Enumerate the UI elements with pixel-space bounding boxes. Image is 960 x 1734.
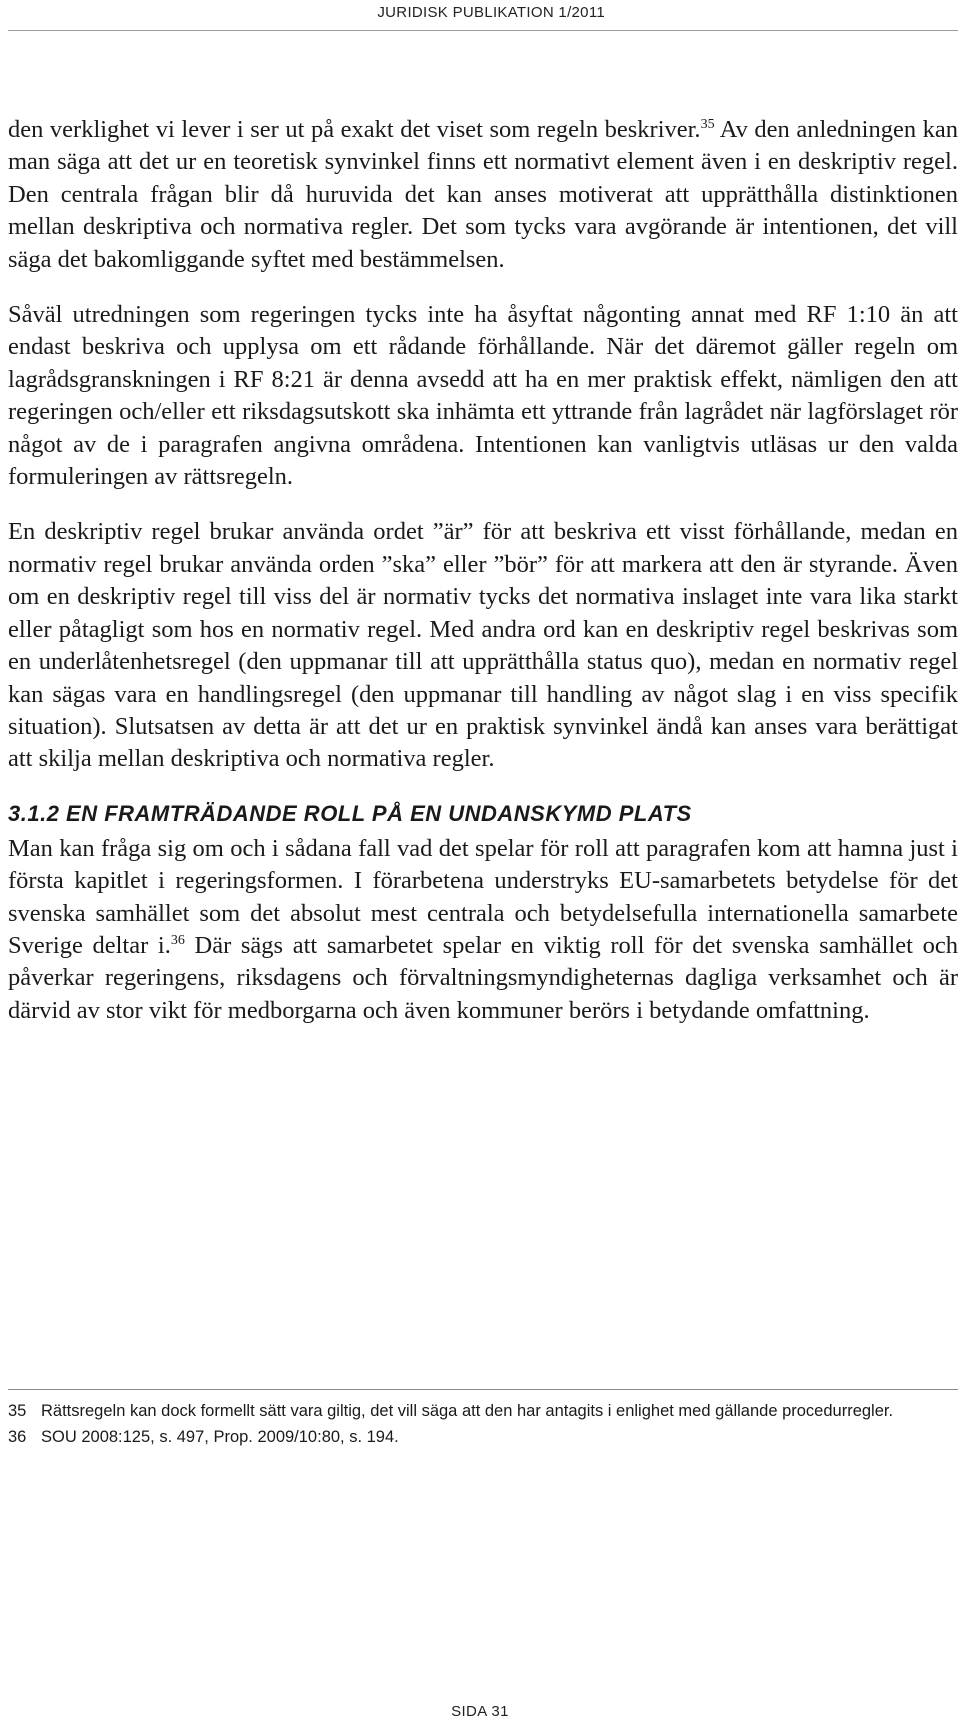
paragraph-1-text-b: Av den anledningen kan man säga att det ur en teoretisk synvinkel finns ett normativt element även i en deskriptiv regel. Den centrala frågan blir då huruvida det kan anses motiverat att upprätthålla distinktionen mellan deskriptiva och normativa regler. Det som tycks vara avgörande är intentionen, det vill säga det bakomliggande syftet med bestämmelsen. xyxy=(8,116,958,273)
footnote-rule xyxy=(8,1389,958,1390)
page-body xyxy=(8,114,958,1050)
footnote-text: SOU 2008:125, s. 497, Prop. 2009/10:80, s. 194. xyxy=(41,1428,399,1446)
paragraph-3: En deskriptiv regel brukar använda ordet ”är” för att beskriva ett visst förhållande, medan en normativ regel brukar använda orden ”ska” eller ”bör” för att markera att den är styrande. Även om en deskriptiv regel till viss del är normativ tycks det normativa inslaget inte vara lika starkt eller påtagligt som hos en normativ regel. Med andra ord kan en deskriptiv regel beskrivas som en underlåtenhetsregel (den uppmanar till att upprätthålla status quo), medan en normativ regel kan sägas vara en handlingsregel (den uppmanar till handling av något slag i en viss specifik situation). Slutsatsen av detta är att det ur en praktisk synvinkel ändå kan anses vara berättigat att skilja mellan deskriptiva och normativa regler. xyxy=(8,518,958,773)
paragraph-4 xyxy=(8,833,958,1027)
footnote-number: 35 xyxy=(8,1402,27,1420)
page-number: SIDA 31 xyxy=(451,1703,509,1720)
paragraph-4-text-b: Där sägs att samarbetet spelar en viktig roll för det svenska samhället och påverkar regeringens, riksdagens och förvaltningsmyndigheternas dagliga verksamhet och är därvid av stor vikt för medborgarna och även kommuner berörs i betydande omfattning. xyxy=(8,931,958,1024)
header-rule xyxy=(8,30,958,31)
footnote-35 xyxy=(8,1398,958,1424)
paragraph-1 xyxy=(8,114,958,276)
footnote-text: Rättsregeln kan dock formellt sätt vara giltig, det vill säga att den har antagits i enlighet med gällande procedurregler. xyxy=(41,1402,894,1420)
paragraph-4-text-a: Man kan fråga sig om och i sådana fall vad det spelar för roll att paragrafen kom att hamna just i första kapitlet i regeringsformen. I förarbetena understryks EU-samarbetets betydelse för det svenska samhället som det absolut mest centrala och betydelsefulla internationella samarbete Sverige deltar i. xyxy=(8,834,958,959)
footnote-36 xyxy=(8,1424,958,1450)
section-heading: 3.1.2 EN FRAMTRÄDANDE ROLL PÅ EN UNDANSKYMD PLATS xyxy=(8,800,692,826)
paragraph-2: Såväl utredningen som regeringen tycks inte ha åsyftat någonting annat med RF 1:10 än att endast beskriva och upplysa om ett rådande förhållande. När det däremot gäller regeln om lagrådsgranskningen i RF 8:21 är denna avsedd att ha en mer praktisk effekt, nämligen den att regeringen och/eller ett riksdagsutskott ska inhämta ett yttrande från lagrådet när lagförslaget rör något av de i paragrafen angivna områdena. Intentionen kan vanligtvis utläsas ur den valda formuleringen av rättsregeln. xyxy=(8,301,958,491)
footnote-number: 36 xyxy=(8,1428,27,1446)
footnotes xyxy=(8,1398,958,1450)
footnote-ref-35[interactable]: 35 xyxy=(700,116,715,132)
running-header: JURIDISK PUBLIKATION 1/2011 xyxy=(377,4,605,21)
paragraph-1-text-a: den verklighet vi lever i ser ut på exakt det viset som regeln beskriver. xyxy=(8,116,701,143)
footnote-ref-36[interactable]: 36 xyxy=(170,932,185,948)
